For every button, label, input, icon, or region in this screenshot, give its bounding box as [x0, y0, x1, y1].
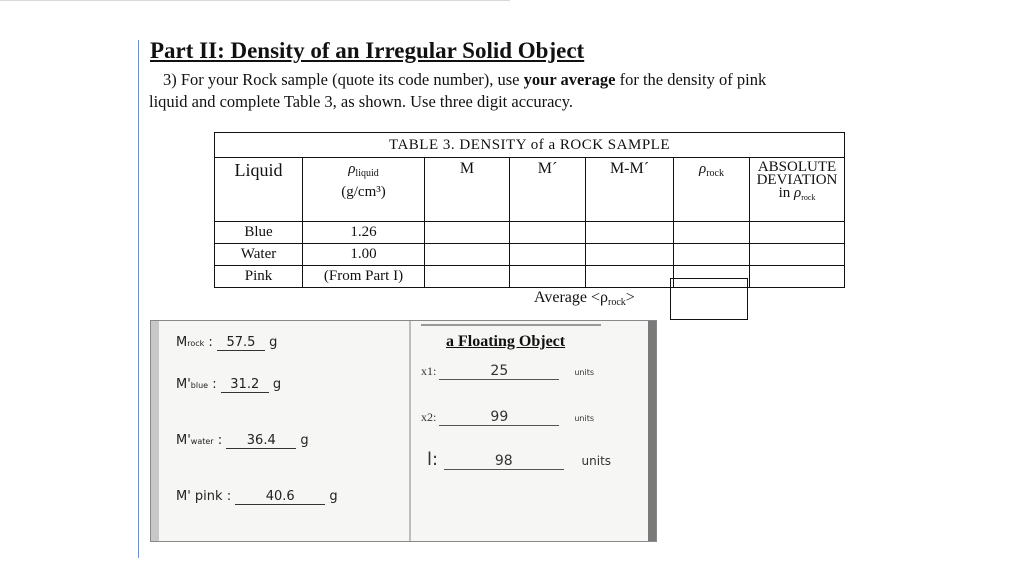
- top-divider: [0, 0, 510, 1]
- cell-density: 1.00: [303, 244, 425, 266]
- cell-empty[interactable]: [586, 266, 674, 288]
- cell-empty[interactable]: [510, 266, 586, 288]
- cell-liquid: Pink: [215, 266, 303, 288]
- cell-empty[interactable]: [750, 244, 845, 266]
- m-pink-note: M' pink : 40.6 g: [176, 489, 338, 504]
- cell-empty[interactable]: [510, 244, 586, 266]
- table-row: [215, 244, 845, 266]
- average-label: Average <ρrock>: [534, 289, 635, 308]
- l-note: l: 98 units: [427, 449, 612, 470]
- cell-liquid: Blue: [215, 222, 303, 244]
- header-rho-rock: $\rho_{rock}$: [674, 158, 750, 222]
- header-m-prime: M´: [510, 158, 586, 222]
- instruction-line-2: liquid and complete Table 3, as shown. Use three digit accuracy.: [149, 92, 574, 111]
- m-water-note: M'water : 36.4 g: [176, 433, 309, 448]
- cell-empty[interactable]: [425, 222, 510, 244]
- density-table: [214, 132, 845, 288]
- cell-empty[interactable]: [510, 222, 586, 244]
- header-m: M: [425, 158, 510, 222]
- average-value-box[interactable]: [670, 278, 748, 320]
- x1-note: x1: 25 units: [421, 363, 595, 379]
- m-rock-note: Mrock : 57.5 g: [176, 335, 278, 350]
- cell-empty[interactable]: [674, 244, 750, 266]
- cell-liquid: Water: [215, 244, 303, 266]
- floating-object-title: a Floating Object: [446, 333, 566, 350]
- page-title: Part II: Density of an Irregular Solid Object: [150, 38, 585, 63]
- cell-density: 1.26: [303, 222, 425, 244]
- header-liquid: Liquid: [215, 158, 303, 222]
- cell-empty[interactable]: [750, 266, 845, 288]
- header-absolute-deviation: ABSOLUTE DEVIATION in $\rho_{rock}$: [750, 158, 845, 222]
- instructions: [149, 69, 919, 113]
- table-caption: TABLE 3. DENSITY of a ROCK SAMPLE: [215, 133, 845, 158]
- header-rho-liquid: $\rho_{liquid}$ (g/cm³): [303, 158, 425, 222]
- table-row: [215, 266, 845, 288]
- m-blue-note: M'blue : 31.2 g: [176, 377, 282, 392]
- table-row: [215, 222, 845, 244]
- cell-empty[interactable]: [425, 266, 510, 288]
- cell-empty[interactable]: [586, 222, 674, 244]
- cell-empty[interactable]: [674, 222, 750, 244]
- cell-empty[interactable]: [425, 244, 510, 266]
- cell-empty[interactable]: [586, 244, 674, 266]
- x2-note: x2: 99 units: [421, 409, 595, 425]
- instruction-line-1: 3) For your Rock sample (quote its code number), use your average for the density of pink: [163, 70, 767, 89]
- cell-density: (From Part I): [303, 266, 425, 288]
- page-margin-rule: [138, 40, 139, 558]
- handwritten-photo: [150, 320, 657, 542]
- cell-empty[interactable]: [750, 222, 845, 244]
- header-m-diff: M-M´: [586, 158, 674, 222]
